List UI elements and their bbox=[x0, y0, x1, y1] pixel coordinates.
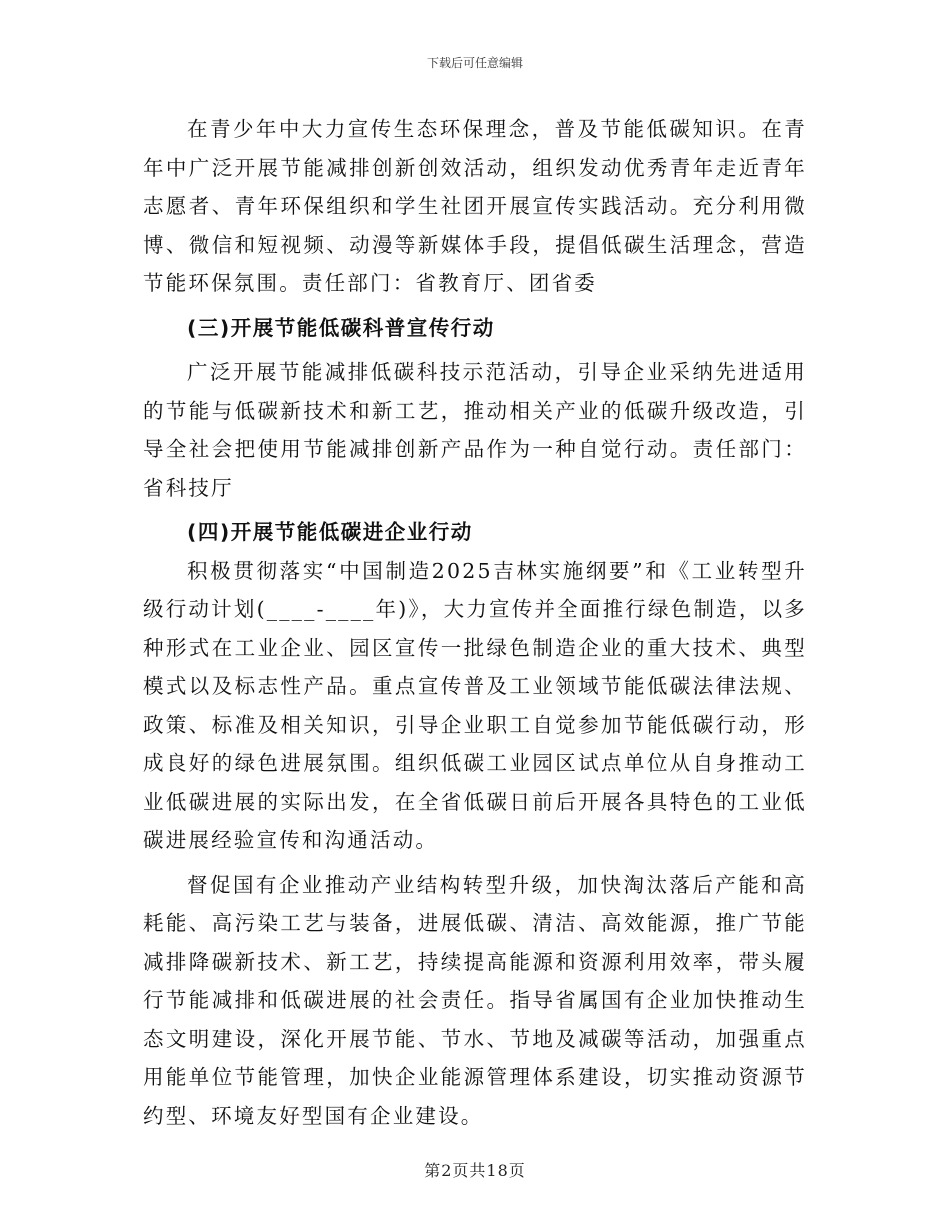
paragraph-enterprise-green: 积极贯彻落实“中国制造2025吉林实施纲要”和《工业转型升级行动计划(____-____年)》，大力宣传并全面推行绿色制造，以多种形式在工业企业、园区宣传一批绿色制造企业的重大技术、典型模式以及标志性产品。重点宣传普及工业领域节能低碳法律法规、政策、标准及相关知识，引导企业职工自觉参加节能低碳行动，形成良好的绿色进展氛围。组织低碳工业园区试点单位从自身推动工业低碳进展的实际出发，在全省低碳日前后开展各具特色的工业低碳进展经验宣传和沟通活动。 bbox=[143, 558, 807, 852]
section-heading-3: (三)开展节能低碳科普宣传行动 bbox=[187, 315, 495, 340]
section-heading-4: (四)开展节能低碳进企业行动 bbox=[187, 520, 473, 544]
paragraph-science-promotion: 广泛开展节能减排低碳科技示范活动，引导企业采纳先进适用的节能与低碳新技术和新工艺，推动相关产业的低碳升级改造，引导全社会把使用节能减排创新产品作为一种自觉行动。责任部门：省科技厅 bbox=[143, 360, 807, 500]
page-number: 第2页共18页 bbox=[424, 1161, 526, 1180]
paragraph-youth-promotion: 在青少年中大力宣传生态环保理念，普及节能低碳知识。在青年中广泛开展节能减排创新创效活动，组织发动优秀青年走近青年志愿者、青年环保组织和学生社团开展宣传实践活动。充分利用微博、微信和短视频、动漫等新媒体手段，提倡低碳生活理念，营造节能环保氛围。责任部门：省教育厅、团省委 bbox=[143, 117, 807, 295]
page-header: 下载后可任意编辑 bbox=[426, 56, 523, 70]
paragraph-state-enterprise: 督促国有企业推动产业结构转型升级，加快淘汰落后产能和高耗能、高污染工艺与装备，进展低碳、清洁、高效能源，推广节能减排降碳新技术、新工艺，持续提高能源和资源利用效率，带头履行节能减排和低碳进展的社会责任。指导省属国有企业加快推动生态文明建设，深化开展节能、节水、节地及减碳等活动，加强重点用能单位节能管理，加快企业能源管理体系建设，切实推动资源节约型、环境友好型国有企业建设。 bbox=[143, 872, 807, 1128]
document-body bbox=[143, 110, 807, 1135]
